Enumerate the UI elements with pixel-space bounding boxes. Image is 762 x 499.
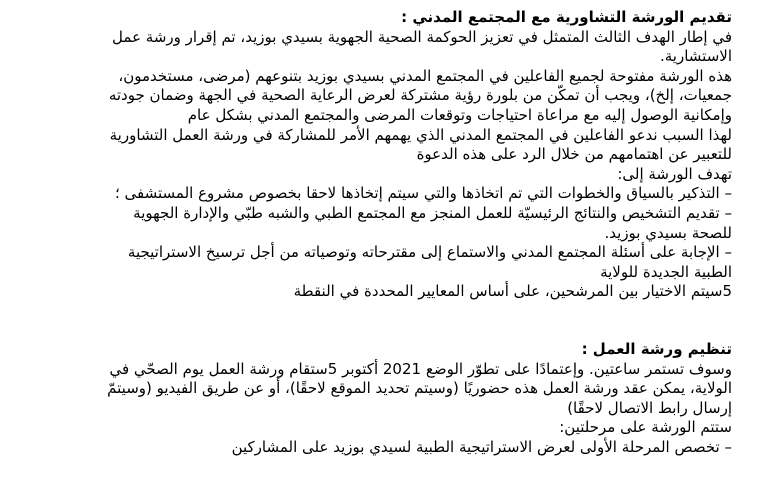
- phase-bullet: [92, 438, 732, 458]
- section-heading-consultative-workshop: تقديم الورشة التشاورية مع المجتمع المدني :: [401, 8, 732, 26]
- dash-marker: –: [724, 243, 732, 262]
- goal-text: التذكير بالسياق والخطوات التي تم اتخاذها والتي سيتم إتخاذها لاحقا بخصوص مشروع المستشفى ؛: [114, 184, 720, 203]
- section-heading-workshop-organization: تنظيم ورشة العمل :: [581, 339, 732, 358]
- goal-bullet: [92, 204, 732, 243]
- phase-text: تخصص المرحلة الأولى لعرض الاستراتيجية الطبية لسيدي بوزيد على المشاركين: [231, 437, 720, 456]
- dash-marker: –: [724, 437, 732, 456]
- selection-note: 5سيتم الاختيار بين المرشحين، على أساس المعايير المحددة في النقطة: [293, 282, 732, 301]
- section-spacer: [92, 302, 732, 340]
- dash-marker: –: [724, 203, 732, 222]
- phases-intro: ستتم الورشة على مرحلتين:: [559, 418, 732, 437]
- goal-text: تقديم التشخيص والنتائج الرئيسيّة للعمل المنجز مع المجتمع الطبي والشبه طبّي والإدارة الجهوية للصحة بسيدي بوزيد.: [133, 203, 732, 242]
- document-content: [92, 8, 732, 457]
- goal-bullet: [92, 243, 732, 282]
- goal-bullet: [92, 184, 732, 204]
- paragraph-invitation: لهذا السبب ندعو الفاعلين في المجتمع المدني الذي يهمهم الأمر للمشاركة في ورشة العمل التشاورية للتعبير عن اهتمامهم من خلال الرد على هذه الدعوة: [109, 125, 732, 164]
- dash-marker: –: [724, 184, 732, 203]
- goals-intro: تهدف الورشة إلى:: [617, 164, 732, 183]
- paragraph-workshop-scope: هذه الورشة مفتوحة لجميع الفاعلين في المجتمع المدني بسيدي بوزيد بتنوعهم (مرضى، مستخدمون، جمعيات، إلخ)، ويجب أن تمكّن من بلورة رؤية مشتركة لعرض الرعاية الصحية في الجهة وضمان جودته وإمكانية الوصول إليه مع مراعاة احتياجات وتوقعات المرضى والمجتمع المدني بشكل عام: [108, 66, 732, 124]
- paragraph-schedule: وسوف تستمر ساعتين. وإعتمادًا على تطوّر الوضع 2021 أكتوبر 5ستقام ورشة العمل يوم الصحّي في الولاية، يمكن عقد ورشة العمل هذه حضوريًا (وسيتم تحديد الموقع لاحقًا)، أو عن طريق الفيديو (وسيتمّ إرسال رابط الاتصال لاحقًا): [107, 359, 732, 417]
- paragraph-context: في إطار الهدف الثالث المتمثل في تعزيز الحوكمة الصحية الجهوية بسيدي بوزيد، تم إقرار ورشة عمل الاستشارية.: [112, 27, 732, 66]
- goal-text: الإجابة على أسئلة المجتمع المدني والاستماع إلى مقترحاته وتوصياته من أجل ترسيخ الاستراتيجية الطبية الجديدة للولاية: [127, 243, 732, 281]
